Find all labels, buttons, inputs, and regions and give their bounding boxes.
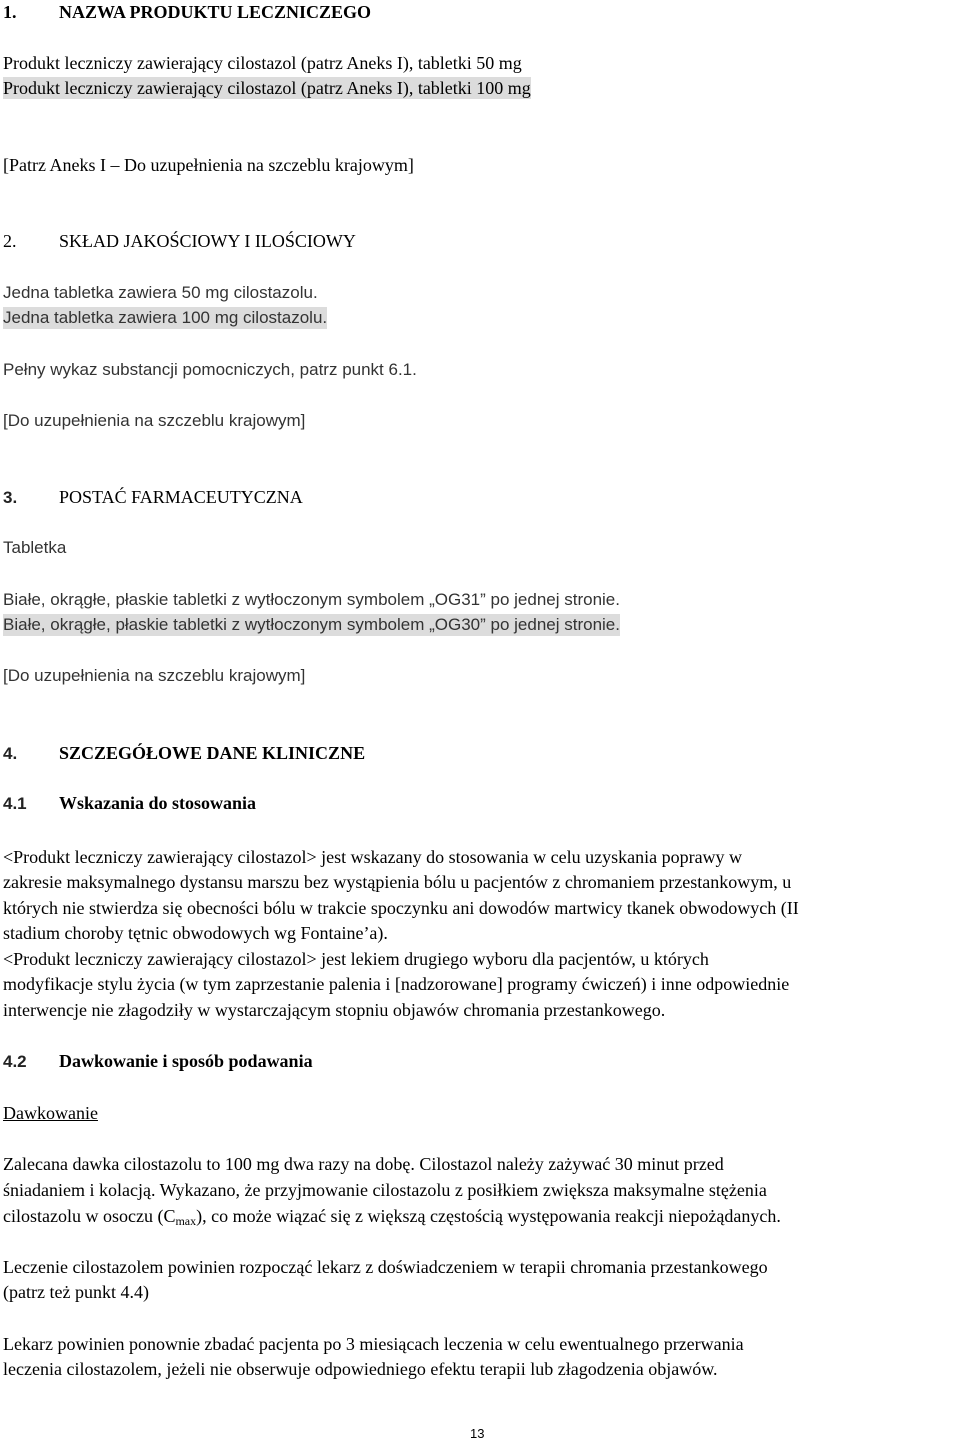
reassessment-line: Lekarz powinien ponownie zbadać pacjenta po 3 miesiącach leczenia w celu ewentualnego przerwania [3,1334,744,1354]
dosage-subheading: Dawkowanie [3,1103,98,1123]
composition-line-50mg: Jedna tabletka zawiera 50 mg cilostazolu. [3,283,318,302]
indication-line: zakresie maksymalnego dystansu marszu bez wystąpienia bólu u pacjentów z chromaniem przestankowym, u [3,872,792,892]
page-number: 13 [470,1426,485,1441]
section-title: Wskazania do stosowania [59,793,257,813]
section-title: SZCZEGÓŁOWE DANE KLINICZNE [59,743,366,763]
national-note: [Patrz Aneks I – Do uzupełnienia na szczeblu krajowym] [3,155,414,175]
indication-line: których nie stwierdza się obecności bólu w trakcie spoczynku ani dowodów martwicy tkanek obwodowych (II [3,898,799,918]
section-title: SKŁAD JAKOŚCIOWY I ILOŚCIOWY [59,231,356,251]
pharmaceutical-form: Tabletka [3,538,67,557]
section-4-heading [3,742,365,765]
section-number: 4.1 [3,794,27,813]
composition-line-100mg: Jedna tabletka zawiera 100 mg cilostazolu. [3,308,328,327]
indication-line: interwencje nie złagodziły w wystarczającym stopniu objawów chromania przestankowego. [3,1000,666,1020]
section-number: 3. [3,488,18,507]
dosage-line: śniadaniem i kolacją. Wykazano, że przyjmowanie cilostazolu z posiłkiem zwiększa maksymalne stężenia [3,1180,767,1200]
reassessment-line: leczenia cilostazolem, jeżeli nie obserwuje odpowiedniego efektu terapii lub złagodzenia objawów. [3,1359,718,1379]
section-1-heading [3,1,371,23]
indication-line: modyfikacje stylu życia (w tym zaprzestanie palenia i [nadzorowane] programy ćwiczeń) i inne odpowiednie [3,974,790,994]
dosage-text: ), co może wiązać się z większą częstością występowania reakcji niepożądanych. [196,1206,781,1226]
dosage-text: cilostazolu w osoczu (C [3,1206,176,1226]
section-title: Dawkowanie i sposób podawania [59,1051,313,1071]
section-number: 2. [3,231,17,251]
initiation-line: Leczenie cilostazolem powinien rozpocząć lekarz z doświadczeniem w terapii chromania przestankowego [3,1257,768,1277]
cmax-subscript: max [175,1214,197,1228]
section-title: NAZWA PRODUKTU LECZNICZEGO [59,2,372,22]
section-number: 4.2 [3,1052,27,1071]
national-note: [Do uzupełnienia na szczeblu krajowym] [3,666,306,685]
indication-line: stadium choroby tętnic obwodowych wg Fontaine’a). [3,923,388,943]
dosage-line: Zalecana dawka cilostazolu to 100 mg dwa razy na dobę. Cilostazol należy zażywać 30 minut przed [3,1154,724,1174]
section-4-2-heading [3,1050,313,1073]
indication-line: <Produkt leczniczy zawierający cilostazol> jest lekiem drugiego wyboru dla pacjentów, u których [3,949,709,969]
section-title: POSTAĆ FARMACEUTYCZNA [59,487,303,507]
dosage-line-cmax [3,1205,781,1232]
indication-line: <Produkt leczniczy zawierający cilostazol> jest wskazany do stosowania w celu uzyskania poprawy w [3,847,743,867]
excipients-line: Pełny wykaz substancji pomocniczych, patrz punkt 6.1. [3,360,417,379]
tablet-description-og30: Białe, okrągłe, płaskie tabletki z wytłoczonym symbolem „OG30” po jednej stronie. [3,615,620,634]
section-2-heading [3,230,356,252]
product-line-50mg: Produkt leczniczy zawierający cilostazol (patrz Aneks I), tabletki 50 mg [3,53,522,73]
product-line-100mg: Produkt leczniczy zawierający cilostazol (patrz Aneks I), tabletki 100 mg [3,78,531,98]
tablet-description-og31: Białe, okrągłe, płaskie tabletki z wytłoczonym symbolem „OG31” po jednej stronie. [3,590,620,609]
initiation-line: (patrz też punkt 4.4) [3,1282,149,1302]
national-note: [Do uzupełnienia na szczeblu krajowym] [3,411,306,430]
section-number: 1. [3,2,17,22]
section-number: 4. [3,744,18,763]
section-3-heading [3,486,303,509]
section-4-1-heading [3,792,256,815]
